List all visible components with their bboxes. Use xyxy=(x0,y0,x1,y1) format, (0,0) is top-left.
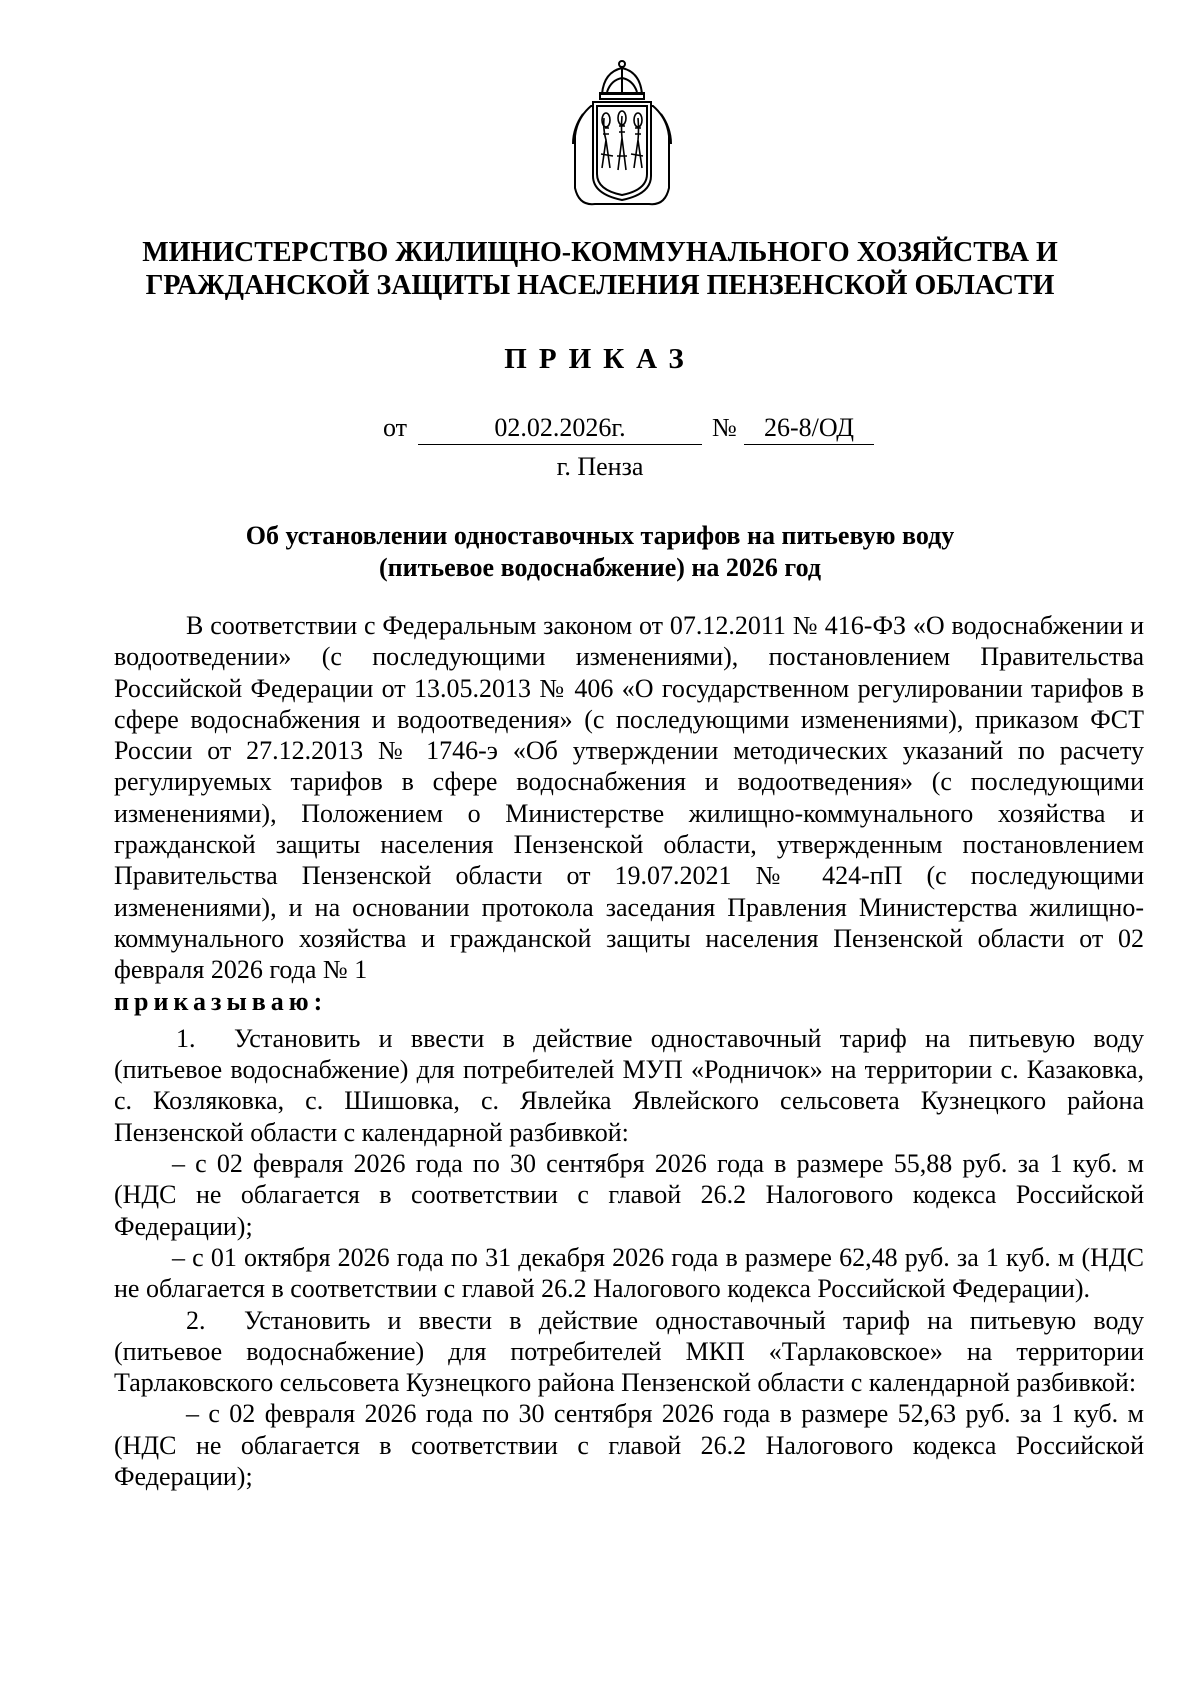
date-number-row xyxy=(0,413,1200,445)
item-number: 2. xyxy=(186,1305,206,1335)
order-item xyxy=(114,1305,1144,1399)
item-number: 1. xyxy=(176,1023,196,1053)
subject-line-1: Об установлении одноставочных тарифов на питьевую воду xyxy=(245,521,955,550)
number-label: № xyxy=(712,413,737,442)
tariff-period: – с 01 октября 2026 года по 31 декабря 2026 года в размере 62,48 руб. за 1 куб. м (НДС не облагается в соответствии с главой 26.2 Налогового кодекса Российской Федерации). xyxy=(114,1242,1144,1304)
document-body xyxy=(114,610,1144,1492)
order-subject xyxy=(160,520,1040,584)
order-item xyxy=(114,1023,1144,1148)
city: г. Пенза xyxy=(556,452,644,481)
preamble-paragraph: В соответствии с Федеральным законом от 07.12.2011 № 416-ФЗ «О водоснабжении и водоотведении» (с последующими изменениями), постановлением Правительства Российской Федерации от 13.05.2013 № 406 «О государственном регулировании тарифов в сфере водоснабжения и водоотведения» (с последующими изменениями), приказом ФСТ России от 27.12.2013 № 1746-э «Об утверждении методических указаний по расчету регулируемых тарифов в сфере водоснабжения и водоотведения» (с последующими изменениями), Положением о Министерстве жилищно-коммунального хозяйства и гражданской защиты населения Пензенской области, утвержденным постановлением Правительства Пензенской области от 19.07.2021 № 424-пП (с последующими изменениями), и на основании протокола заседания Правления Министерства жилищно-коммунального хозяйства и гражданской защиты населения Пензенской области от 02 февраля 2026 года № 1 xyxy=(114,611,1144,985)
order-number: 26-8/ОД xyxy=(744,413,874,445)
tariff-period: – с 02 февраля 2026 года по 30 сентября 2026 года в размере 55,88 руб. за 1 куб. м (НДС не облагается в соответствии с главой 26.2 Налогового кодекса Российской Федерации); xyxy=(114,1149,1144,1241)
order-date: 02.02.2026г. xyxy=(418,413,702,445)
ministry-line-2: ГРАЖДАНСКОЙ ЗАЩИТЫ НАСЕЛЕНИЯ ПЕНЗЕНСКОЙ ОБЛАСТИ xyxy=(145,270,1055,301)
date-label: от xyxy=(383,413,408,442)
orders-word: приказываю: xyxy=(114,986,328,1016)
item-text: Установить и ввести в действие одноставочный тариф на питьевую воду (питьевое водоснабжение) для потребителей МУП «Родничок» на территории с. Казаковка, с. Козляковка, с. Шишовка, с. Явлейка Явлейского сельсовета Кузнецкого района Пензенской области с календарной разбивкой: xyxy=(114,1023,1144,1147)
document-type-title: ПРИКАЗ xyxy=(504,343,696,375)
tariff-period: – с 02 февраля 2026 года по 30 сентября 2026 года в размере 52,63 руб. за 1 куб. м (НДС не облагается в соответствии с главой 26.2 Налогового кодекса Российской Федерации); xyxy=(114,1399,1144,1492)
coat-of-arms-emblem xyxy=(569,58,675,212)
ministry-name xyxy=(60,236,1140,302)
ministry-line-1: МИНИСТЕРСТВО ЖИЛИЩНО-КОММУНАЛЬНОГО ХОЗЯЙСТВА И xyxy=(142,237,1058,268)
subject-line-2: (питьевое водоснабжение) на 2026 год xyxy=(379,553,821,582)
item-text: Установить и ввести в действие одноставочный тариф на питьевую воду (питьевое водоснабжение) для потребителей МКП «Тарлаковское» на территории Тарлаковского сельсовета Кузнецкого района Пензенской области с календарной разбивкой: xyxy=(114,1305,1144,1398)
